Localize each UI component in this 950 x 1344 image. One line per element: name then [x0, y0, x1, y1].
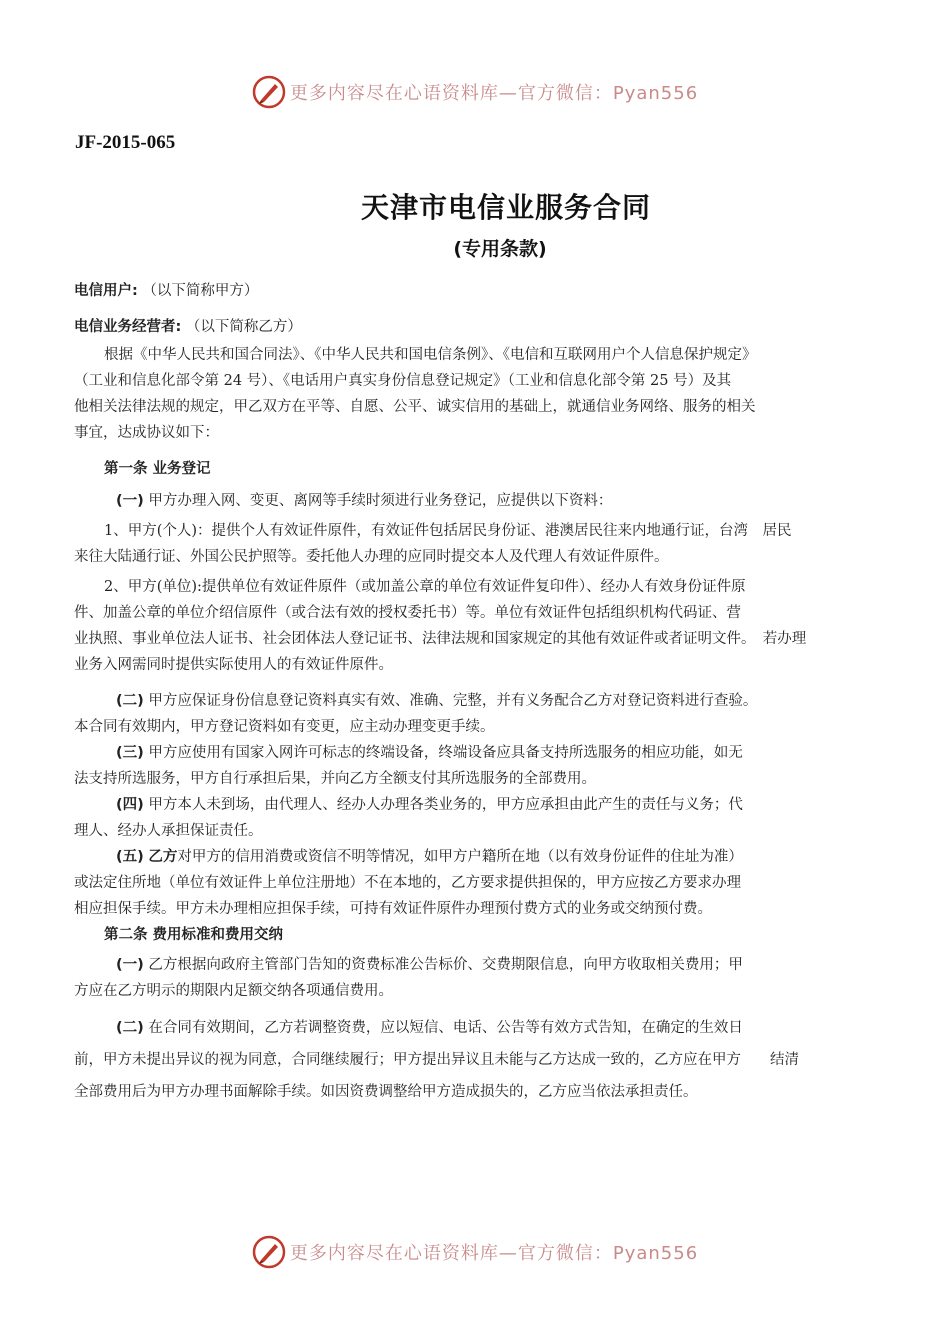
preamble-line: 他相关法律法规的规定，甲乙双方在平等、自愿、公平、诚实信用的基础上，就通信业务网络、服务的相关: [74, 399, 756, 415]
para-line: 件、加盖公章的单位介绍信原件（或合法有效的授权委托书）等。单位有效证件包括组织机构代码证、营: [74, 605, 741, 621]
clause-text: 前，甲方未提出异议的视为同意，合同继续履行；甲方提出异议且未能与乙方达成一致的，乙方应在甲方 结清: [74, 1052, 799, 1068]
clause-text: 对甲方的信用消费或资信不明等情况，如甲方户籍所在地（以有效身份证件的住址为准）: [177, 849, 743, 865]
clause-text: 甲方应使用有国家入网许可标志的终端设备，终端设备应具备支持所选服务的相应功能，如无: [148, 745, 743, 761]
clause-text: 或法定住所地（单位有效证件上单位注册地）不在本地的，乙方要求提供担保的，甲方应按乙方要求办理: [74, 875, 741, 891]
clause-text: 理人、经办人承担保证责任。: [74, 823, 263, 839]
para-line: 业执照、事业单位法人证书、社会团体法人登记证书、法律法规和国家规定的其他有效证件或者证明文件。 若办理: [74, 631, 807, 647]
article2-clause1: [74, 952, 882, 1004]
pen-logo-icon: [252, 1235, 286, 1269]
party-operator: [74, 312, 882, 342]
preamble: [74, 342, 882, 446]
para-line: 业务入网需同时提供实际使用人的有效证件原件。: [74, 657, 393, 673]
clause-text: 本合同有效期内，甲方登记资料如有变更，应主动办理变更手续。: [74, 719, 495, 735]
party-user: [74, 276, 882, 306]
article1-clause3: [74, 740, 882, 792]
clause-number: (二): [116, 1020, 144, 1036]
clause-lead: 乙方: [148, 849, 178, 865]
clause-text: 乙方根据向政府主管部门告知的资费标准公告标价、交费期限信息，向甲方收取相关费用；甲: [148, 957, 743, 973]
clause-text: 在合同有效期间，乙方若调整资费，应以短信、电话、公告等有效方式告知，在确定的生效日: [148, 1020, 743, 1036]
preamble-line: 根据《中华人民共和国合同法》、《中华人民共和国电信条例》、《电信和互联网用户个人信息保护规定》: [104, 347, 757, 363]
party-operator-label: 电信业务经营者:: [74, 319, 182, 335]
para-line: 1、甲方(个人)：提供个人有效证件原件，有效证件包括居民身份证、港澳居民往来内地通行证，台湾 居民: [104, 523, 792, 539]
article1-clause1: [74, 488, 882, 514]
page-title: 天津市电信业服务合同: [360, 191, 651, 224]
preamble-line: 事宜，达成协议如下：: [74, 425, 219, 441]
para-line: 2、甲方(单位):提供单位有效证件原件（或加盖公章的单位有效证件复印件）、经办人有效身份证件原: [104, 579, 746, 595]
clause-number: (五): [116, 849, 144, 865]
preamble-line: （工业和信息化部令第 24 号）、《电话用户真实身份信息登记规定》（工业和信息化部令第 25 号）及其: [74, 373, 732, 389]
contract-body: [74, 274, 882, 1108]
document-code: JF-2015-065: [75, 132, 176, 153]
party-user-label: 电信用户:: [74, 283, 138, 299]
clause-text: 甲方办理入网、变更、离网等手续时须进行业务登记，应提供以下资料：: [148, 493, 613, 509]
banner-text: 更多内容尽在心语资料库—官方微信：Pyan556: [289, 1243, 699, 1264]
clause-text: 方应在乙方明示的期限内足额交纳各项通信费用。: [74, 983, 393, 999]
party-user-note: （以下简称甲方）: [142, 283, 259, 299]
page-subtitle: (专用条款): [453, 238, 547, 260]
clause-number: (四): [116, 797, 144, 813]
clause-text: 全部费用后为甲方办理书面解除手续。如因资费调整给甲方造成损失的，乙方应当依法承担责任。: [74, 1084, 698, 1100]
pen-logo-icon: [252, 75, 286, 109]
article1-clause2: [74, 688, 882, 740]
clause-number: (三): [116, 745, 144, 761]
clause-text: 甲方应保证身份信息登记资料真实有效、准确、完整，并有义务配合乙方对登记资料进行查验。: [148, 693, 758, 709]
article1-clause4: [74, 792, 882, 844]
clause-text: 相应担保手续。甲方未办理相应担保手续，可持有效证件原件办理预付费方式的业务或交纳预付费。: [74, 901, 712, 917]
article1-para2: [74, 574, 882, 678]
footer-banner: [0, 1232, 950, 1272]
article1-clause5: [74, 844, 882, 922]
article2-clause2: [74, 1012, 882, 1108]
banner-text: 更多内容尽在心语资料库—官方微信：Pyan556: [289, 83, 699, 104]
clause-text: 法支持所选服务，甲方自行承担后果，并向乙方全额支付其所选服务的全部费用。: [74, 771, 596, 787]
article1-para1: [74, 518, 882, 570]
header-banner: [0, 72, 950, 112]
para-line: 来往大陆通行证、外国公民护照等。委托他人办理的应同时提交本人及代理人有效证件原件。: [74, 549, 669, 565]
clause-number: (二): [116, 693, 144, 709]
clause-text: 甲方本人未到场，由代理人、经办人办理各类业务的，甲方应承担由此产生的责任与义务；代: [148, 797, 743, 813]
party-operator-note: （以下简称乙方）: [185, 319, 302, 335]
clause-number: (一): [116, 493, 144, 509]
article2-heading: 第二条 费用标准和费用交纳: [104, 927, 284, 943]
clause-number: (一): [116, 957, 144, 973]
article1-heading: 第一条 业务登记: [104, 461, 211, 477]
